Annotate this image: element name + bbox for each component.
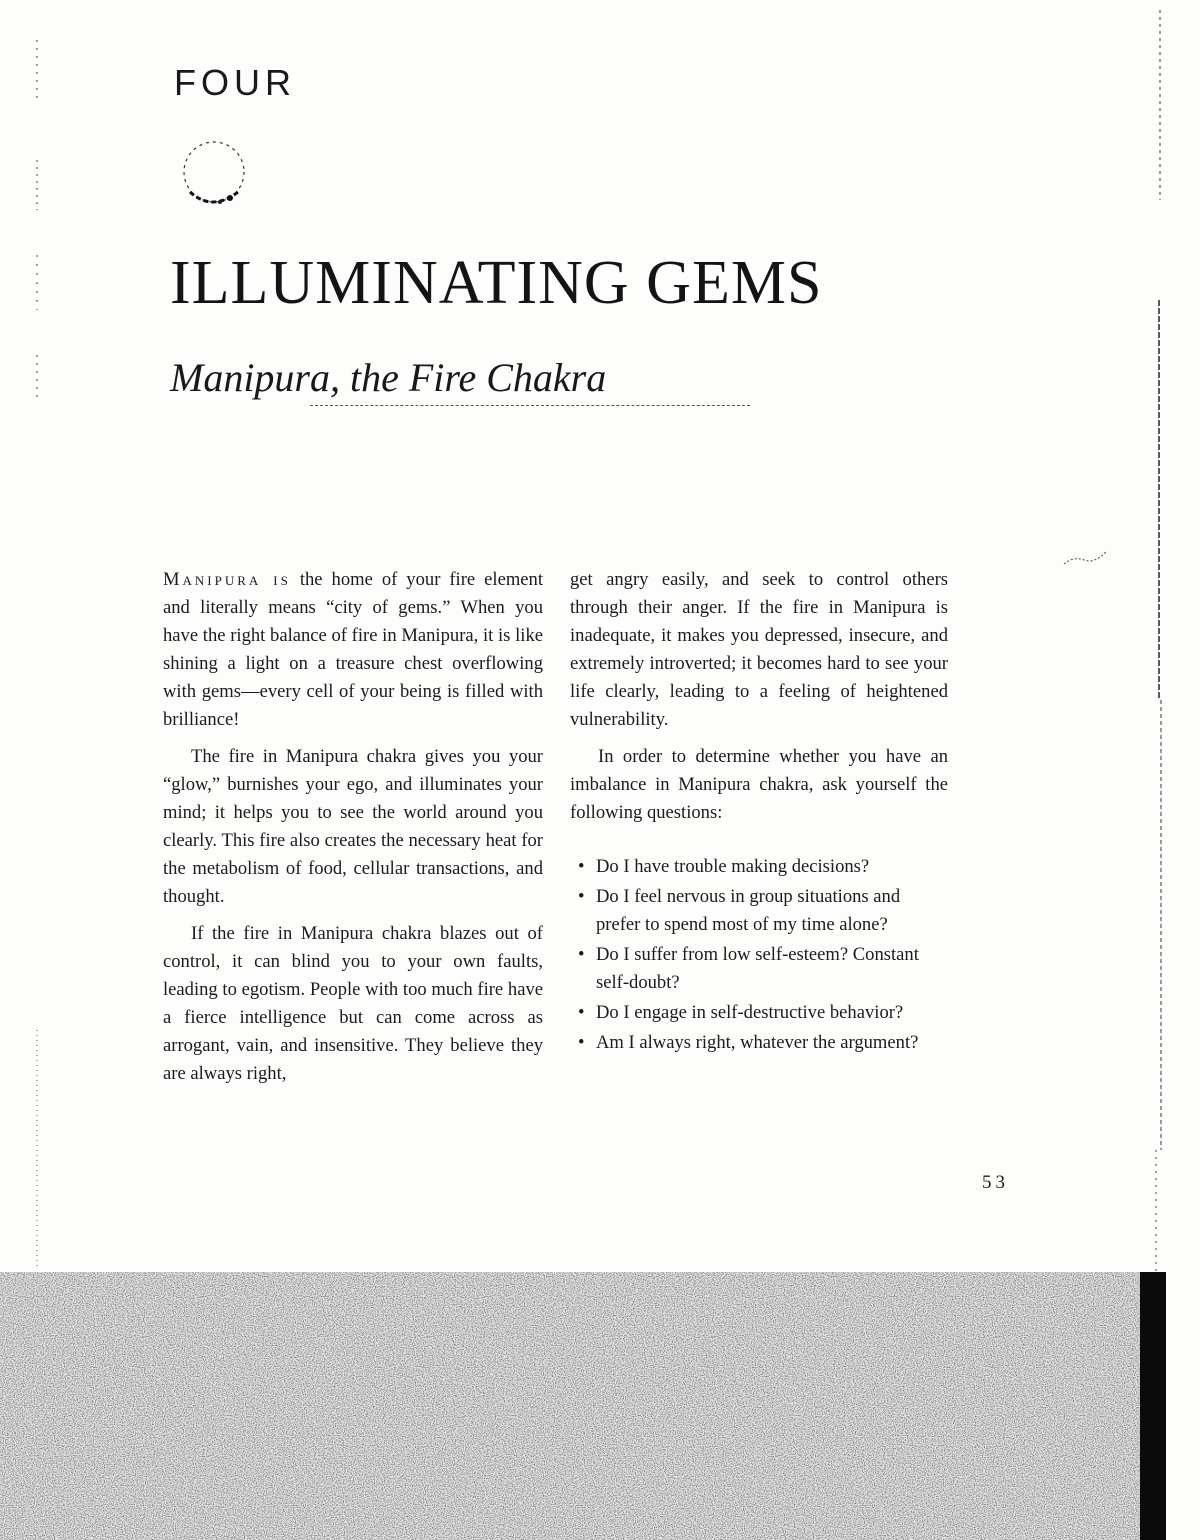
margin-smudge	[1062, 546, 1108, 568]
bullet-icon: •	[578, 944, 585, 965]
paragraph-questions-intro: In order to determine whether you have an imbalance in Manipura chakra, ask yourself the following questions:	[570, 746, 948, 823]
bullet-icon: •	[578, 856, 585, 877]
scan-edge-right	[1150, 0, 1164, 1300]
question-text: Do I have trouble making decisions?	[596, 856, 870, 877]
chapter-number: FOUR	[174, 62, 296, 103]
list-item	[570, 883, 948, 939]
page-number: 53	[982, 1172, 1009, 1193]
paragraph-intro	[163, 566, 543, 734]
paragraph-intro-text: the home of your fire element and literally means “city of gems.” When you have the right balance of fire in Manipura, it is like shining a light on a treasure chest overflowing with gems—every cell of your being is filled with brilliance!	[163, 569, 543, 730]
question-list	[570, 853, 948, 1057]
paragraph-anger: get angry easily, and seek to control others through their anger. If the fire in Manipura is inadequate, it makes you depressed, insecure, and extremely introverted; it becomes hard to see your life clearly, leading to a feeling of heightened vulnerability.	[570, 569, 948, 730]
text-column-right	[570, 566, 948, 1059]
scan-noise-band	[0, 1272, 1200, 1540]
question-text: Am I always right, whatever the argument?	[596, 1032, 919, 1053]
chapter-title: ILLUMINATING GEMS	[170, 249, 823, 317]
paragraph-glow: The fire in Manipura chakra gives you your “glow,” burnishes your ego, and illuminates your mind; it helps you to see the world around you clearly. This fire also creates the necessary heat for the metabolism of food, cellular transactions, and thought.	[163, 746, 543, 907]
lead-in-smallcaps: Manipura is	[163, 569, 291, 590]
list-item	[570, 1029, 948, 1057]
bullet-icon: •	[578, 886, 585, 907]
question-text: Do I feel nervous in group situations and prefer to spend most of my time alone?	[596, 886, 901, 935]
question-text: Do I suffer from low self-esteem? Constant self-doubt?	[596, 944, 919, 993]
list-item	[570, 999, 948, 1027]
text-column-left	[163, 566, 543, 1097]
question-text: Do I engage in self-destructive behavior?	[596, 1002, 904, 1023]
bullet-icon: •	[578, 1032, 585, 1053]
paragraph-blaze: If the fire in Manipura chakra blazes out of control, it can blind you to your own faults, leading to egotism. People with too much fire have a fierce intelligence but can come across as arrogant, vain, and insensitive. They believe they are always right,	[163, 923, 543, 1084]
circle-ornament-icon	[172, 134, 262, 214]
list-item	[570, 941, 948, 997]
chapter-subtitle: Manipura, the Fire Chakra	[170, 355, 607, 400]
list-item	[570, 853, 948, 881]
subtitle-underline	[310, 405, 750, 406]
bullet-icon: •	[578, 1002, 585, 1023]
